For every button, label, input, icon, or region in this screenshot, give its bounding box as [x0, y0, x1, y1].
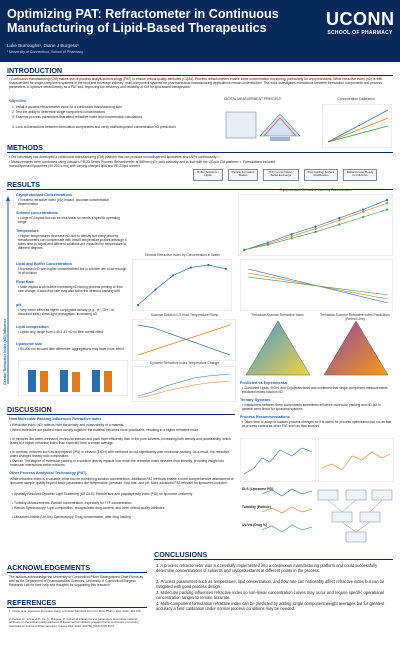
flow-step-3: TFF Concentration / Buffer Exchange [263, 169, 299, 181]
result-sub-temperature: Temperature [16, 229, 39, 233]
methods-bullet-1: • Our laboratory has developed a continuous manufacturing (CM) platform that can produce monodispersed liposomes and LNPs continuously¹·². [9, 155, 221, 159]
liposome-size-chart [18, 360, 128, 396]
pat-network-diagram [316, 486, 394, 546]
conclusion-4: 4. Multi-component formulation refractive index can be predicted by adding single component weight averages but for greatest accuracy a field calibration under normal process conditions may be needed. [156, 601, 385, 611]
ack-heading: ACKNOWLEDGEMENTS [7, 563, 91, 572]
authors: Luke Burroughs¹, Diane J Burgess¹ [7, 43, 79, 48]
predicted-heading: Predicted vs Experimental [240, 381, 288, 385]
chart-ethanol-ri [132, 259, 232, 311]
chart-temp-ri [240, 259, 393, 311]
ref-heading: REFERENCES [7, 598, 57, 607]
refractometer-diagram [224, 106, 310, 144]
data-point-1-4 [338, 219, 340, 221]
discussion-pat-3: • Raman Spectroscopy: Lipid composition, encapsulated drug content, and other critical quality attributes [12, 506, 165, 510]
flow-step-4: Post-loading/ Surface Modification [304, 169, 338, 181]
discussion-bullet-1: • Refractive index (nD) reflects both the density and polarizability of a material. [10, 423, 125, 427]
flow-step-5: Refractometer Ready for Fill-finish [343, 169, 377, 181]
objective-2: 2. Test the ability to determine single component concentrations [12, 110, 105, 114]
result-text-cryo: • Greatest refractive index (nD) impact, accurate concentration determination [18, 198, 110, 207]
influence-axis-label: Greater Refractive Index (nD) Influence [3, 318, 7, 385]
recs-text: • Takes time to adapt to sudden process changes so it is useful for process optimization but not as fast at process control as other PAT such as flow sensors [242, 420, 392, 429]
discussion-para-2: While refractive index is a valuable inline tool for monitoring solution concentration, additional PAT methods enable a more comprehensive assessment of liposome sample quality beyond basic parameters like temperature, pressure, flow rate, and pH. More advanced PAT relevant for liposomes includes: [10, 477, 234, 486]
uconn-logo [326, 10, 394, 36]
principle-label: DIGITAL MEASUREMENT PRINCIPLE [224, 97, 282, 101]
pat-label-uvvis: UV/Vis (Drug %) [242, 523, 268, 527]
pat-signal-diagram [262, 486, 312, 542]
result-text-lipid-buffer: • Increased nD with higher concentrations but in solution are a low enough % of solution [18, 267, 127, 276]
result-sub-size: Liposome size [16, 342, 43, 346]
chart-title-ethanol: Ethanol Refractive Index by Concentration in Water [145, 253, 220, 257]
influence-arrow [6, 196, 10, 386]
data-point-1-3 [314, 228, 316, 230]
discussion-bullet-5: • Overall: The degree of molecular packing in a solution directly impacts how much the refractive index deviates from linearity, providing insight into molecular interactions within mixtures. [10, 459, 224, 468]
pat-label-dls: DLS (Liposome PSI) [242, 487, 274, 491]
methods-rule [7, 152, 393, 153]
calibration-plot [322, 104, 392, 148]
discussion-sub-1: How Molecular Packing Influences Refractive Index [9, 417, 102, 421]
result-text-temperature: • Higher temperatures decrease nD due to density but many process refractometers can compensate with inbuilt temperature probes although it takes time to adjust and different solutions are impacted by temperature to different degrees [18, 234, 127, 251]
intro-rule [7, 75, 393, 76]
data-point-2-5 [362, 216, 364, 218]
predicted-text: • Combined Lipids, EtOH, and Cryoprotectants and confirmed that single component measurements predicted mixed solution nD. [242, 386, 388, 395]
logo-wordmark: UCONN [326, 9, 395, 29]
data-point-2-1 [267, 244, 269, 246]
chart-title-dynamic-ri: Dynamic Refractive index Temperature Change [149, 361, 220, 365]
calibration-label: Concentration Calibration [337, 97, 375, 101]
data-point-0-3 [314, 225, 316, 227]
chart-title-ternary-b: Trehalose-Sucrose Refractive Index Predictions (Perfect Line) [320, 313, 390, 321]
result-sub-flow: Flow Rate [16, 280, 34, 284]
result-sub-lipid-comp: Lipid composition [16, 325, 49, 329]
ethanol-point-4 [207, 264, 209, 266]
objective-heading: Objective [9, 99, 27, 103]
data-point-0-4 [338, 217, 340, 219]
chart-title-ternary-a: Trehalose-Sucrose Refractive Index [251, 313, 304, 317]
data-point-2-3 [314, 231, 316, 233]
data-point-2-2 [291, 237, 293, 239]
data-point-1-5 [362, 211, 364, 213]
chart-title-temp-ramp: Sucrose Solution 0.5 Hour Temperature Ramp [150, 313, 219, 317]
chart-dynamic-ri [132, 366, 236, 402]
result-sub-solvent: Solvent concentrations [16, 211, 58, 215]
conclusions-rule [154, 559, 393, 560]
ethanol-point-0 [137, 304, 139, 306]
discussion-bullet-2: • When molecules are packed more closely together, the material becomes more polarizable, resulting in a higher refractive index. [10, 428, 200, 432]
discussion-bullet-4: • In contrast, mixtures such as isopropanol (IPA) or ethanol (EtOH) with methanol do not significantly alter molecular packing. As a result, the refractive index changes linearly with composition. [10, 450, 230, 459]
chart-title-cryo: Cryoprotectant Refractive Index by Concentration [279, 188, 352, 192]
ref-1: 1. Costa, et al. Liposome Formation Using a Coaxial Turbulent Jet in Co-Flow. Pharm. Res. 2016; 404-416. [9, 609, 142, 613]
data-point-0-5 [362, 208, 364, 210]
chart-cryo-ri [238, 194, 393, 256]
ternary-heading: Ternary Systems [240, 398, 271, 402]
data-point-2-0 [243, 249, 245, 251]
plot-frame [238, 194, 393, 256]
affiliation: ¹ University of Connecticut, School of Pharmacy [7, 50, 84, 54]
logo-subtitle: SCHOOL OF PHARMACY [327, 30, 393, 36]
result-text-flow: • Main impact is air bubble increasing nD during process priming or flow rate change. A slow flow rate may also solve the detector causing drift [18, 285, 123, 294]
ack-text: The authors acknowledge the University of Connecticut Pfizer Distinguished Chair Funds as well as the Department of Pharmaceutical Sciences, University of Connecticut Burgess Research Lab for their help and thoughts for supporting this research [9, 575, 143, 588]
ternary-plot-a [244, 319, 312, 377]
intro-text: • Continuous manufacturing (CM) makes use of process analytical technology (PAT) to ensure critical quality attributes (CQAs). Process refractometers enable inline concentration monitoring, particularly for cryoprotectants. While refractive index (nD) is well-characterized for single-component systems in the food and beverage industry, multi-component systems for pharmaceutical manufacturing applications remain understudied. This work investigates interactions between formulation components and process parameters to optimize refractometry as a PAT tool, improving the efficiency and reliability of CM for lipid-based therapeutics. [9, 77, 384, 90]
ethanol-point-2 [172, 274, 174, 276]
conclusion-1: 1. A process refractometer was successfully implemented into a continuous manufacturing platform and could successfully determine concentrations of solvents and cryoprotectants at different points in the process. [156, 563, 378, 573]
chart-recs-b [318, 438, 394, 482]
poster-title: Optimizing PAT: Refractometer in Continuous Manufacturing of Lipid-Based Therapeutics [7, 7, 279, 35]
ethanol-point-5 [225, 268, 227, 270]
objective-1: 1. Install a process refractometer inline for a continuous manufacturing skid [12, 105, 122, 109]
data-point-1-2 [291, 235, 293, 237]
results-heading: RESULTS [7, 180, 41, 189]
ref-2: 2. Venkat, G., Costa, A.P., Xu, X., Burgess, D. Impact of critical process parameters and critical material attributes on the critical quality attributes of liposomal formulations prepared using continuous processing. International Journal of Pharmaceutics, Volume 616, 2022, 121756, ISSN 0378-5173 [9, 617, 140, 628]
methods-bullet-2: • Measurements were conducted using Vaisala's PR-23 Series Process Refractometer at 589nm (nD), both statically and in-flow with the UConn CM platform¹·². Formulations included: monodispersed liposomes (50-200 d.nm) with varying charged lipid and PEG-lipid content [9, 160, 277, 169]
conclusion-3: 3. Molecular packing influences refractive index so non-linear concentration curves may occur and require specific operational concentration ranges to remain accurate. [156, 590, 384, 600]
ref-rule [7, 607, 147, 608]
result-text-lipid-comp: • Lipids only range from 1.40-1.47 nD so little overall effect [18, 330, 104, 334]
result-sub-ph: pH [16, 303, 22, 307]
objective-4: 4. Look at interactions between formulation components and verify multicomponent concentration nD predictions [12, 125, 176, 129]
intro-heading: INTRODUCTION [7, 66, 63, 75]
data-point-2-4 [338, 223, 340, 225]
discussion-heading: DISCUSSION [7, 405, 52, 414]
conclusion-2: 2. Process parameters such as temperature, lipid concentration, and flow rate can noticeably affect refractive index but can be mitigated with good process design. [156, 579, 385, 589]
discussion-rule [7, 414, 235, 415]
data-point-1-6 [386, 202, 388, 204]
result-text-size: • 50-200 nm showed little difference, aggregations may have more effect [18, 347, 124, 351]
flow-step-2: Particle Formation Station [228, 169, 258, 181]
ack-rule [7, 572, 147, 573]
pat-label-turbidity: Turbidity (Particle) [242, 505, 271, 509]
discussion-pat-4: • Ultraviolet-Visible (UV-Vis) Spectroscopy: Drug concentration, after drug loading [12, 515, 131, 519]
data-point-0-6 [386, 199, 388, 201]
discussion-pat-1: • Spatially Resolved Dynamic Light Scattering (SR-DLS): Particle size and polydispersity index (PDI) for liposome uniformity [12, 492, 193, 496]
chart-recs-a [240, 438, 316, 482]
conclusions-heading: CONCLUSIONS [154, 550, 208, 559]
ethanol-point-3 [190, 266, 192, 268]
ternary-plot-b [322, 319, 390, 377]
recs-heading: Process Recommendations [240, 415, 290, 419]
result-sub-lipid-buffer: Lipid and Buffer Concentration [16, 262, 72, 266]
flow-step-1: Buffer Solutions / Lipids [193, 169, 223, 181]
ternary-text: • Interactions between three components sometimes influence molecular packing and nD but in general were linear for liposomal systems [242, 403, 381, 412]
objective-3: 3. Examine process parameters that affect refractive index and concentration calculations [12, 115, 143, 119]
result-text-ph: • Very minor effect as higher conjugates density (e.g., H⁺, OH⁻, or dissolved salts) slows light propagation, increasing nD [18, 308, 115, 317]
discussion-bullet-3: • In mixtures like water-methanol, molecular interact and pack more efficiently than in the pure solvents, increasing both density and polarizability, which leads to a higher refractive index than expected from a simple average. [10, 437, 231, 446]
ethanol-point-1 [155, 288, 157, 290]
methods-heading: METHODS [7, 143, 43, 152]
discussion-pat-2: • Turbidity Measurements: Particle concentration, especially for TFF concentration [12, 501, 132, 505]
data-point-2-6 [386, 208, 388, 210]
result-text-solvent: • Large nD impact but can be less linear so needs a specific operating range [18, 216, 120, 225]
result-sub-cryo: Cryoprotectant Concentrations [16, 193, 73, 197]
poster-header [0, 0, 400, 62]
chart-temp-ramp [132, 319, 236, 361]
discussion-sub-2: Other Process Analytical Technology (PAT) [9, 471, 87, 475]
data-point-0-2 [291, 233, 293, 235]
